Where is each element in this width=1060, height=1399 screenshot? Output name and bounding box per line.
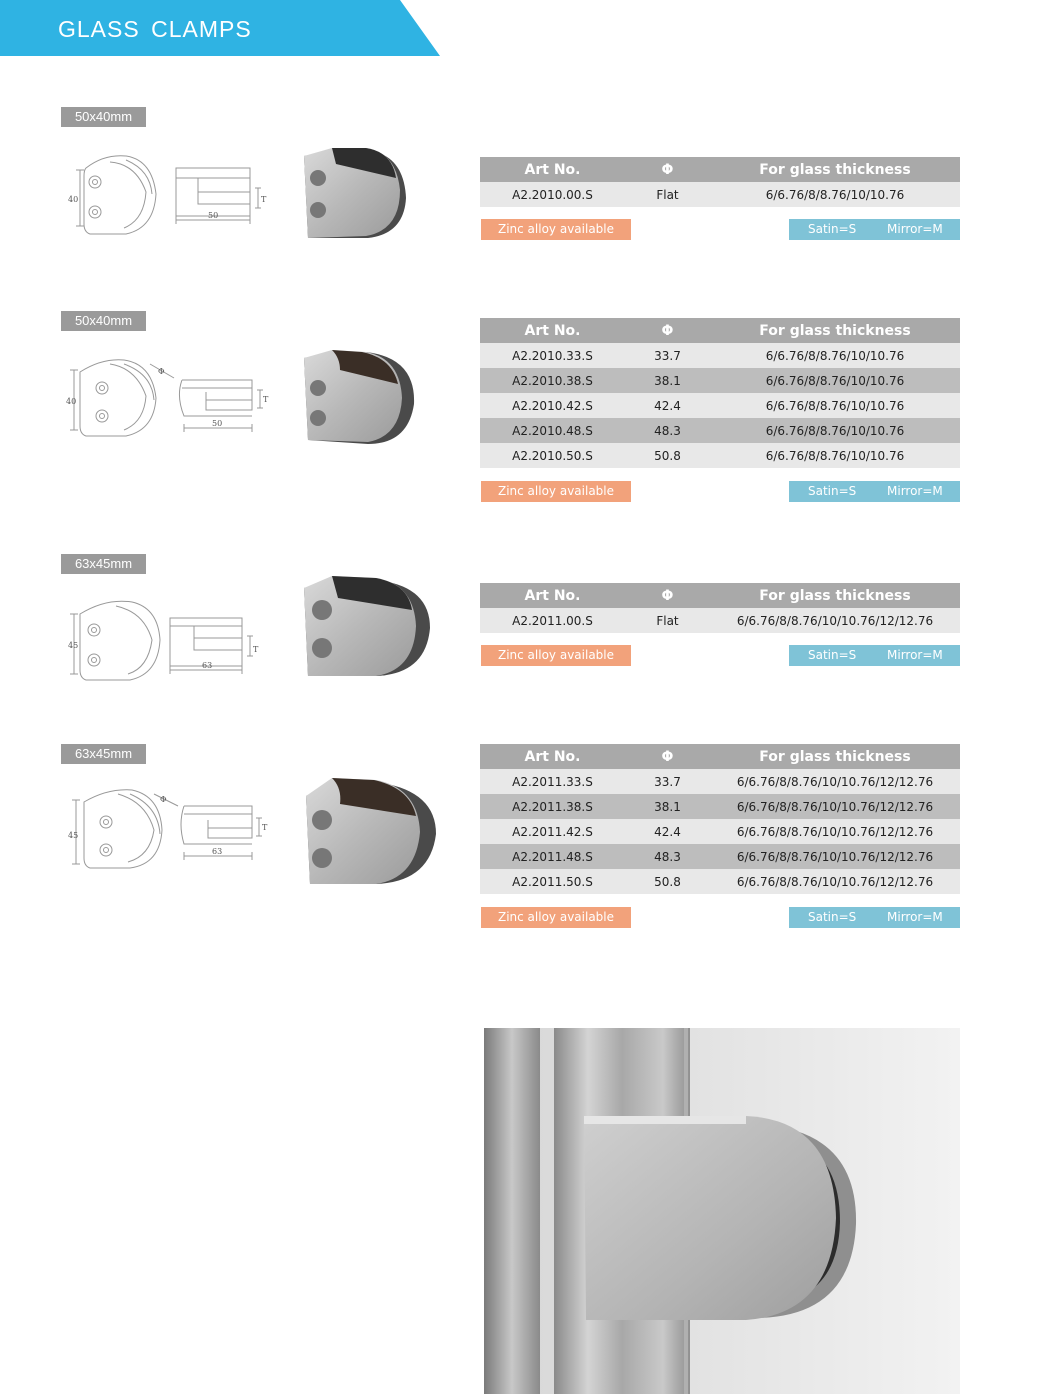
cell-phi: 42.4	[625, 819, 710, 844]
cell-phi: 33.7	[625, 769, 710, 794]
col-thickness: For glass thickness	[710, 583, 960, 608]
finish-badge	[789, 907, 960, 928]
cell-thickness: 6/6.76/8/8.76/10/10.76	[710, 418, 960, 443]
cell-phi: 48.3	[625, 418, 710, 443]
phi-dim-label: Φ	[160, 795, 167, 804]
col-art-no: Art No.	[480, 583, 625, 608]
col-phi: Φ	[625, 157, 710, 182]
cell-thickness: 6/6.76/8/8.76/10/10.76/12/12.76	[710, 819, 960, 844]
clamp-photo	[296, 570, 446, 682]
clamp-photo	[296, 340, 446, 452]
col-phi: Φ	[625, 744, 710, 769]
col-thickness: For glass thickness	[710, 744, 960, 769]
phi-dim-label: Φ	[158, 367, 165, 376]
cell-art: A2.2010.42.S	[480, 393, 625, 418]
size-badge: 63x45mm	[61, 744, 146, 764]
cell-thickness: 6/6.76/8/8.76/10/10.76/12/12.76	[710, 769, 960, 794]
technical-drawing	[66, 148, 276, 248]
width-dim-label: 50	[212, 419, 223, 428]
table-row	[480, 769, 960, 794]
cell-thickness: 6/6.76/8/8.76/10/10.76/12/12.76	[710, 844, 960, 869]
col-phi: Φ	[625, 583, 710, 608]
satin-label: Satin=S	[808, 648, 857, 662]
table-row	[480, 794, 960, 819]
technical-drawing	[66, 782, 276, 882]
size-badge: 50x40mm	[61, 107, 146, 127]
clamp-photo	[296, 774, 446, 886]
spec-table	[480, 157, 960, 207]
width-dim-label: 63	[212, 847, 223, 856]
satin-label: Satin=S	[808, 222, 857, 236]
cell-phi: Flat	[625, 608, 710, 633]
cell-art: A2.2011.42.S	[480, 819, 625, 844]
table-row	[480, 418, 960, 443]
satin-label: Satin=S	[808, 484, 857, 498]
page-header	[0, 0, 440, 56]
cell-art: A2.2010.38.S	[480, 368, 625, 393]
zinc-alloy-badge: Zinc alloy available	[481, 645, 631, 666]
thickness-dim-label: T	[253, 645, 259, 654]
mirror-label: Mirror=M	[887, 910, 943, 924]
cell-thickness: 6/6.76/8/8.76/10/10.76	[710, 393, 960, 418]
table-row	[480, 443, 960, 468]
spec-table	[480, 318, 960, 468]
mirror-label: Mirror=M	[887, 484, 943, 498]
cell-art: A2.2011.50.S	[480, 869, 625, 894]
finish-badge	[789, 645, 960, 666]
table-header-row	[480, 157, 960, 182]
col-art-no: Art No.	[480, 157, 625, 182]
clamp-photo	[296, 138, 446, 250]
table-row	[480, 368, 960, 393]
cell-phi: Flat	[625, 182, 710, 207]
page-title: GLASS CLAMPS	[58, 16, 252, 42]
cell-thickness: 6/6.76/8/8.76/10/10.76	[710, 182, 960, 207]
cell-art: A2.2011.38.S	[480, 794, 625, 819]
col-art-no: Art No.	[480, 744, 625, 769]
cell-phi: 48.3	[625, 844, 710, 869]
cell-phi: 50.8	[625, 443, 710, 468]
thickness-dim-label: T	[262, 823, 268, 832]
cell-thickness: 6/6.76/8/8.76/10/10.76/12/12.76	[710, 869, 960, 894]
mirror-label: Mirror=M	[887, 648, 943, 662]
thickness-dim-label: T	[261, 195, 267, 204]
table-header-row	[480, 583, 960, 608]
finish-badge	[789, 481, 960, 502]
cell-art: A2.2011.33.S	[480, 769, 625, 794]
cell-art: A2.2011.00.S	[480, 608, 625, 633]
table-row	[480, 819, 960, 844]
cell-art: A2.2011.48.S	[480, 844, 625, 869]
cell-phi: 33.7	[625, 343, 710, 368]
size-badge: 63x45mm	[61, 554, 146, 574]
table-row	[480, 608, 960, 633]
thickness-dim-label: T	[263, 395, 269, 404]
cell-thickness: 6/6.76/8/8.76/10/10.76	[710, 343, 960, 368]
cell-art: A2.2010.50.S	[480, 443, 625, 468]
cell-thickness: 6/6.76/8/8.76/10/10.76	[710, 443, 960, 468]
finish-badge	[789, 219, 960, 240]
size-badge: 50x40mm	[61, 311, 146, 331]
table-row	[480, 182, 960, 207]
table-header-row	[480, 744, 960, 769]
cell-thickness: 6/6.76/8/8.76/10/10.76/12/12.76	[710, 794, 960, 819]
zinc-alloy-badge: Zinc alloy available	[481, 481, 631, 502]
col-art-no: Art No.	[480, 318, 625, 343]
cell-art: A2.2010.48.S	[480, 418, 625, 443]
table-row	[480, 869, 960, 894]
table-row	[480, 844, 960, 869]
col-thickness: For glass thickness	[710, 318, 960, 343]
col-thickness: For glass thickness	[710, 157, 960, 182]
cell-art: A2.2010.00.S	[480, 182, 625, 207]
table-row	[480, 393, 960, 418]
cell-phi: 38.1	[625, 794, 710, 819]
technical-drawing	[66, 594, 276, 694]
height-dim-label: 40	[68, 195, 79, 204]
cell-phi: 42.4	[625, 393, 710, 418]
spec-table	[480, 744, 960, 894]
installation-photo	[484, 1028, 960, 1394]
zinc-alloy-badge: Zinc alloy available	[481, 219, 631, 240]
height-dim-label: 40	[66, 397, 77, 406]
width-dim-label: 50	[208, 211, 219, 220]
height-dim-label: 45	[68, 831, 79, 840]
width-dim-label: 63	[202, 661, 213, 670]
zinc-alloy-badge: Zinc alloy available	[481, 907, 631, 928]
satin-label: Satin=S	[808, 910, 857, 924]
cell-phi: 50.8	[625, 869, 710, 894]
table-header-row	[480, 318, 960, 343]
cell-thickness: 6/6.76/8/8.76/10/10.76	[710, 368, 960, 393]
mirror-label: Mirror=M	[887, 222, 943, 236]
cell-art: A2.2010.33.S	[480, 343, 625, 368]
height-dim-label: 45	[68, 641, 79, 650]
cell-thickness: 6/6.76/8/8.76/10/10.76/12/12.76	[710, 608, 960, 633]
technical-drawing	[66, 350, 276, 450]
cell-phi: 38.1	[625, 368, 710, 393]
spec-table	[480, 583, 960, 633]
table-row	[480, 343, 960, 368]
col-phi: Φ	[625, 318, 710, 343]
